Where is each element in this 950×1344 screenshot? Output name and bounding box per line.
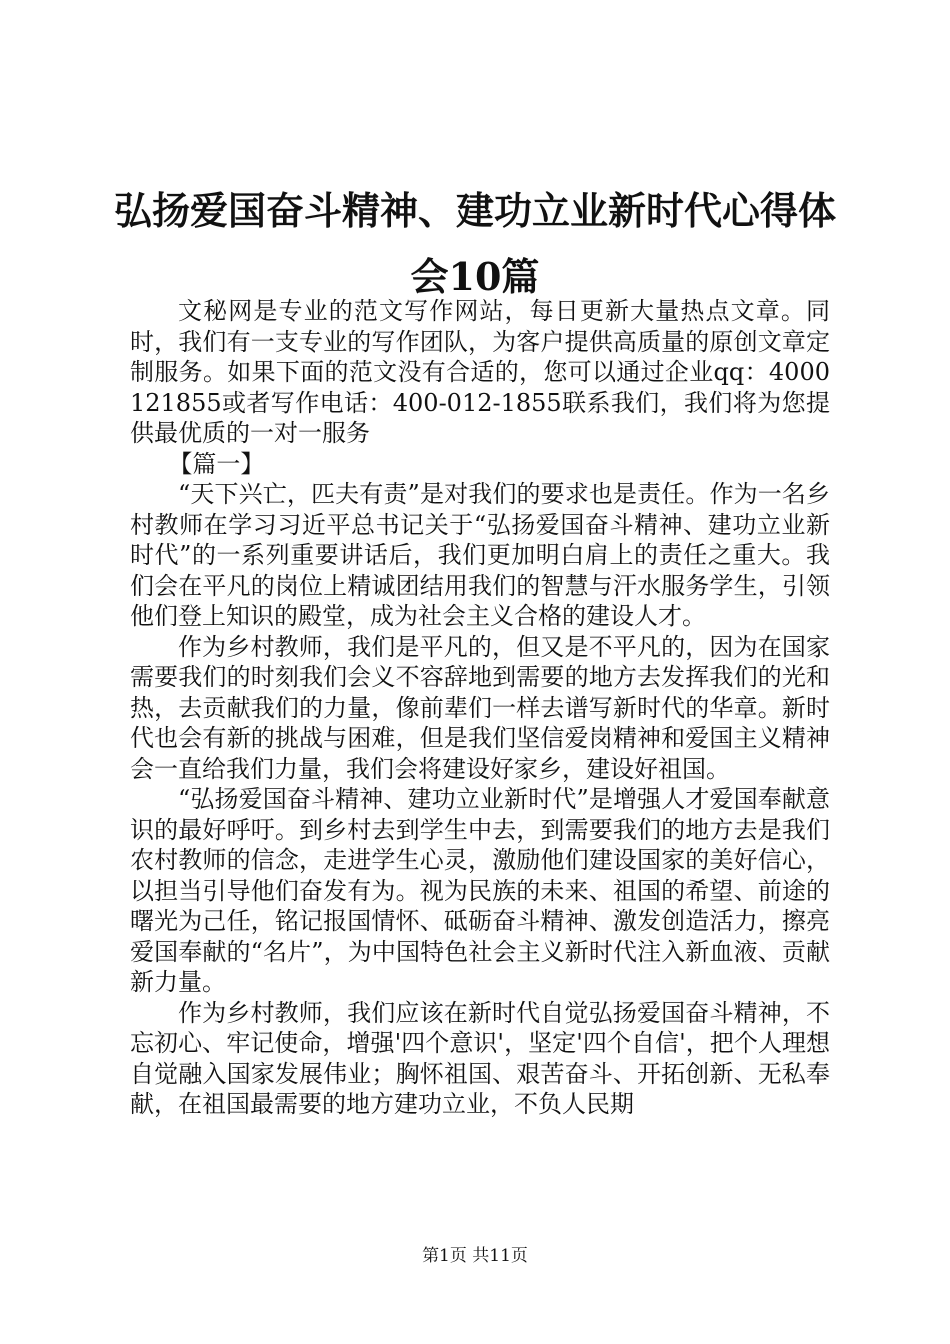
document-body [130,296,830,1120]
body-paragraph-4: 作为乡村教师，我们应该在新时代自觉弘扬爱国奋斗精神，不忘初心、牢记使命，增强'四个意识'，坚定'四个自信'，把个人理想自觉融入国家发展伟业；胸怀祖国、艰苦奋斗、开拓创新、无私奉献，在祖国最需要的地方建功立业，不负人民期 [130,998,830,1118]
body-paragraph-3: “弘扬爱国奋斗精神、建功立业新时代”是增强人才爱国奉献意识的最好呼吁。到乡村去到学生中去，到需要我们的地方去是我们农村教师的信念，走进学生心灵，激励他们建设国家的美好信心，以担当引导他们奋发有为。视为民族的未来、祖国的希望、前途的曙光为己任，铭记报国情怀、砥砺奋斗精神、激发创造活力，擦亮爱国奉献的“名片”，为中国特色社会主义新时代注入新血液、贡献新力量。 [130,785,830,996]
intro-paragraph: 文秘网是专业的范文写作网站，每日更新大量热点文章。同时，我们有一支专业的写作团队，为客户提供高质量的原创文章定制服务。如果下面的范文没有合适的，您可以通过企业qq：4000121855或者写作电话：400-012-1855联系我们，我们将为您提供最优质的一对一服务 [130,297,830,447]
body-paragraph-1: “天下兴亡，匹夫有责”是对我们的要求也是责任。作为一名乡村教师在学习习近平总书记关于“弘扬爱国奋斗精神、建功立业新时代”的一系列重要讲话后，我们更加明白肩上的责任之重大。我们会在平凡的岗位上精诚团结用我们的智慧与汗水服务学生，引领他们登上知识的殿堂，成为社会主义合格的建设人才。 [130,480,830,630]
document-title: 弘扬爱国奋斗精神、建功立业新时代心得体会10篇 [113,188,836,299]
page-footer: 第1页 共11页 [422,1246,528,1266]
section-heading: 【篇一】 [168,449,265,478]
body-paragraph-2: 作为乡村教师，我们是平凡的，但又是不平凡的，因为在国家需要我们的时刻我们会义不容辞地到需要的地方去发挥我们的光和热，去贡献我们的力量，像前辈们一样去谱写新时代的华章。新时代也会有新的挑战与困难，但是我们坚信爱岗精神和爱国主义精神会一直给我们力量，我们会将建设好家乡，建设好祖国。 [130,632,830,783]
